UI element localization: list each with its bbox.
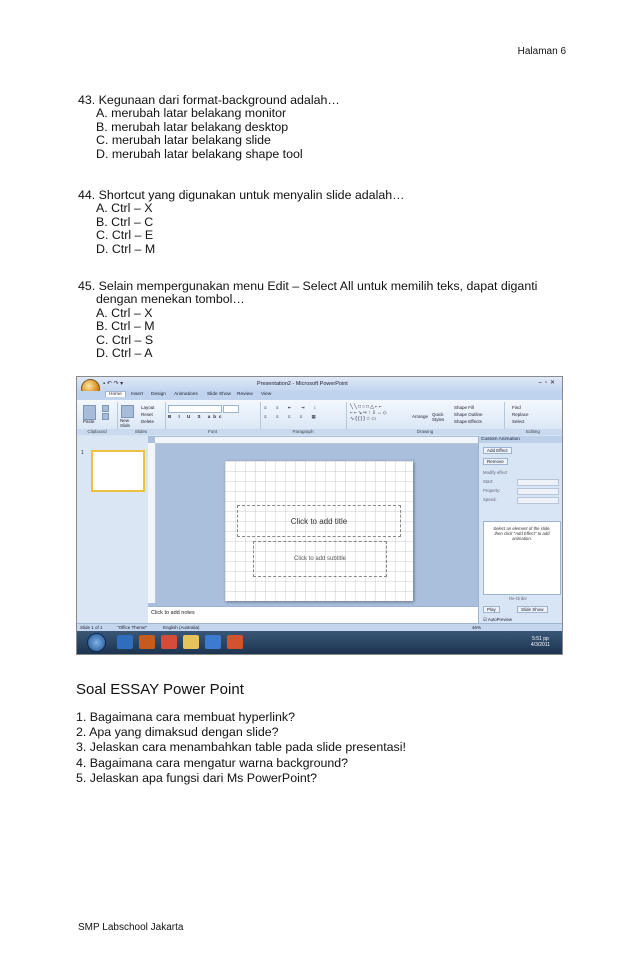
subtitle-placeholder	[253, 541, 387, 577]
new-slide-label: New Slide	[120, 418, 131, 428]
layout-label: Layout	[141, 405, 155, 410]
title-placeholder-text: Click to add title	[290, 516, 348, 526]
quick-access-toolbar: ▪ ↶ ↷ ▾	[103, 381, 124, 387]
slide-thumbnails-pane	[77, 436, 149, 632]
page-number: Halaman 6	[517, 46, 566, 57]
taskbar-clock	[531, 636, 550, 648]
add-effect-button: Add Effect	[483, 447, 512, 454]
chrome-icon	[161, 635, 177, 649]
option-a: A. Ctrl – X	[96, 201, 153, 216]
option-c: C. Ctrl – E	[96, 228, 154, 243]
delete-label: Delete	[141, 419, 155, 424]
font-size-box	[223, 405, 239, 413]
paste-label: Paste	[83, 419, 95, 424]
question-stem: 43. Kegunaan dari format-background adalah…	[78, 93, 340, 107]
speed-field	[517, 497, 559, 504]
option-d: D. merubah latar belakang shape tool	[96, 146, 303, 161]
new-slide-icon	[121, 405, 134, 418]
explorer-icon	[183, 635, 199, 649]
option-c: C. Ctrl – S	[96, 332, 154, 347]
thumb-number: 1	[81, 450, 84, 456]
clock-date: 4/3/2011	[530, 642, 550, 648]
vertical-ruler	[148, 443, 156, 603]
powerpoint-screenshot	[76, 376, 563, 655]
essay-item: 4. Bagaimana cara mengatur warna background?	[76, 755, 349, 770]
option-a: A. Ctrl – X	[96, 305, 153, 320]
theme-name: "Office Theme"	[117, 625, 148, 630]
group-label: Clipboard	[77, 429, 117, 435]
group-clipboard	[77, 402, 118, 435]
group-label: Drawing	[346, 429, 504, 435]
cut-icon	[102, 405, 109, 412]
question-stem-continued: dengan menekan tombol…	[96, 292, 245, 307]
modify-label: Modify effect	[483, 470, 508, 475]
tab-insert: Insert	[131, 392, 143, 397]
option-d: D. Ctrl – M	[96, 241, 156, 256]
autopreview-checkbox: ☑ AutoPreview	[483, 617, 512, 622]
font-name-box	[168, 405, 222, 413]
group-label: Editing	[504, 429, 562, 435]
group-drawing	[346, 402, 505, 435]
tab-design: Design	[151, 392, 166, 397]
start-label: Start:	[483, 479, 494, 484]
essay-item: 5. Jelaskan apa fungsi dari Ms PowerPoint?	[76, 770, 318, 785]
shape-outline-label: Shape Outline	[454, 412, 483, 417]
title-bar	[77, 377, 562, 391]
start-field	[517, 479, 559, 486]
tab-view: View	[261, 392, 272, 397]
question-45	[78, 280, 537, 360]
notes-placeholder: Click to add notes	[151, 610, 195, 616]
font-format-buttons: B I U S abc	[168, 414, 225, 419]
quick-styles-label: Quick Styles	[432, 412, 445, 422]
notes-pane	[148, 606, 478, 624]
pane-title: Custom Animation	[479, 436, 563, 443]
option-d: D. Ctrl – A	[96, 346, 153, 361]
shapes-gallery: ╲╲□○□△⌐⌐ ⌐⌐↘⇨↑⇩↔◇ ∿{()}☆▭	[350, 404, 388, 422]
animation-hint: Select an element of the slide, then click "Add Effect" to add animation.	[493, 526, 551, 541]
speed-label: Speed:	[483, 497, 497, 502]
powerpoint-icon	[227, 635, 243, 649]
group-slides	[117, 402, 166, 435]
essay-title: Soal ESSAY Power Point	[76, 681, 244, 698]
option-b: B. Ctrl – C	[96, 214, 154, 229]
essay-list	[76, 710, 406, 786]
find-label: Find	[512, 405, 521, 410]
select-label: Select	[512, 419, 525, 424]
windows-taskbar	[77, 631, 562, 654]
group-editing	[504, 402, 562, 435]
footer-school: SMP Labschool Jakarta	[78, 922, 184, 933]
custom-animation-pane	[478, 436, 563, 623]
shape-fill-label: Shape Fill	[454, 405, 475, 410]
start-button-icon	[87, 633, 106, 652]
tab-animations: Animations	[174, 392, 198, 397]
animation-list	[483, 521, 561, 595]
option-b: B. merubah latar belakang desktop	[96, 119, 289, 134]
slide-count: Slide 1 of 1	[80, 625, 103, 630]
property-label: Property:	[483, 488, 501, 493]
option-a: A. merubah latar belakang monitor	[96, 106, 287, 121]
group-paragraph	[260, 402, 347, 435]
zoom-level: 46%	[472, 625, 482, 630]
align-buttons: ≡ ≡ ≡ ≡ ▦	[264, 414, 320, 419]
group-font	[165, 402, 261, 435]
property-field	[517, 488, 559, 495]
autopreview-label: AutoPreview	[487, 617, 512, 622]
clock-time: 5:51 pp	[532, 636, 549, 642]
slide-show-button: Slide Show	[517, 606, 548, 613]
copy-icon	[102, 413, 109, 420]
ie-icon	[117, 635, 133, 649]
question-stem: 44. Shortcut yang digunakan untuk menyalin slide adalah…	[78, 188, 405, 202]
list-buttons: ≡ ≡ ⇤ ⇥ ↕	[264, 405, 321, 410]
question-43	[78, 94, 340, 161]
group-label: Slides	[117, 429, 165, 435]
window-controls: –▫✕	[538, 380, 558, 386]
firefox-icon	[139, 635, 155, 649]
group-label: Font	[165, 429, 260, 435]
essay-item: 2. Apa yang dimaksud dengan slide?	[76, 725, 279, 740]
essay-item: 3. Jelaskan cara menambahkan table pada slide presentasi!	[76, 740, 406, 755]
language: English (Australia)	[163, 625, 200, 630]
slide-thumbnail	[91, 450, 145, 492]
ribbon-tabs	[77, 391, 562, 400]
subtitle-placeholder-text: Click to add subtitle	[293, 556, 347, 562]
reorder-label: Re-Order	[509, 596, 527, 601]
slide-canvas	[225, 461, 413, 601]
shape-effects-label: Shape Effects	[454, 419, 482, 424]
essay-item: 1. Bagaimana cara membuat hyperlink?	[76, 710, 296, 724]
play-button: Play	[483, 606, 500, 613]
title-placeholder	[237, 505, 401, 537]
option-b: B. Ctrl – M	[96, 319, 155, 334]
tab-slide-show: Slide Show	[207, 392, 231, 397]
remove-button: Remove	[483, 458, 508, 465]
paste-icon	[83, 405, 96, 420]
app-icon	[205, 635, 221, 649]
arrange-label: Arrange	[412, 414, 429, 419]
window-title: Presentation2 - Microsoft PowerPoint	[257, 381, 348, 387]
question-44	[78, 189, 405, 256]
ribbon	[77, 400, 562, 437]
replace-label: Replace	[512, 412, 529, 417]
tab-home: Home	[105, 391, 126, 397]
reset-label: Reset	[141, 412, 153, 417]
horizontal-ruler	[155, 437, 478, 444]
question-stem: 45. Selain mempergunakan menu Edit – Select All untuk memilih teks, dapat diganti	[78, 279, 538, 293]
group-label: Paragraph	[260, 429, 346, 435]
option-c: C. merubah latar belakang slide	[96, 133, 271, 148]
tab-review: Review	[237, 392, 253, 397]
